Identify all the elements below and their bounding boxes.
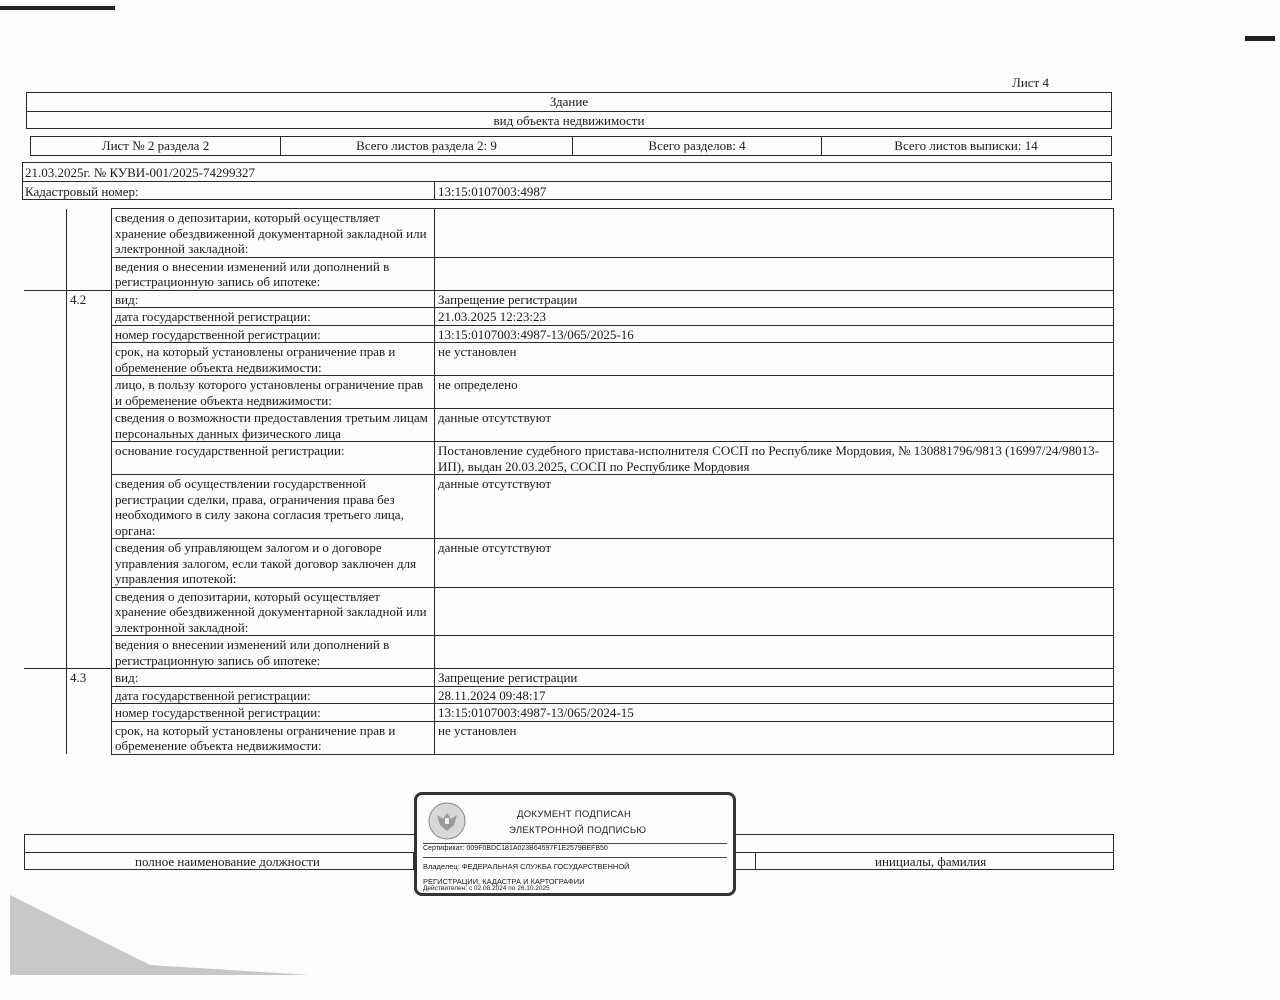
table-row: [24, 475, 1114, 539]
row-number: [67, 587, 112, 636]
row-label: срок, на который установлены ограничение прав и обременение объекта недвижимости:: [112, 343, 435, 376]
page-fold-shadow: [10, 895, 310, 975]
e-signature-stamp: [414, 792, 736, 896]
row-number: [67, 257, 112, 290]
row-value: Запрещение регистрации: [435, 669, 1114, 687]
name-caption: инициалы, фамилия: [875, 854, 987, 869]
row-margin: [24, 343, 67, 376]
row-value: 13:15:0107003:4987-13/065/2025-16: [435, 325, 1114, 343]
total-sheets-extract: Всего листов выписки: 14: [894, 138, 1038, 153]
row-margin: [24, 308, 67, 326]
row-margin: [24, 721, 67, 754]
row-number: [67, 409, 112, 442]
table-row: [24, 669, 1114, 687]
row-number: [67, 475, 112, 539]
table-row: [24, 308, 1114, 326]
row-number: [67, 539, 112, 588]
row-value: Запрещение регистрации: [435, 290, 1114, 308]
sheet-number: Лист 4: [1012, 75, 1049, 90]
row-margin: [24, 257, 67, 290]
sheet-meta-row: [30, 136, 1112, 156]
row-value: 13:15:0107003:4987-13/065/2024-15: [435, 704, 1114, 722]
table-row: [24, 587, 1114, 636]
stamp-line2: ЭЛЕКТРОННОЙ ПОДПИСЬЮ: [509, 825, 647, 836]
row-margin: [24, 442, 67, 475]
row-margin: [24, 669, 67, 687]
total-sections: Всего разделов: 4: [573, 137, 822, 155]
row-number: [67, 209, 112, 258]
row-number: 4.3: [67, 669, 112, 687]
row-label: ведения о внесении изменений или дополнений в регистрационную запись об ипотеке:: [112, 636, 435, 669]
table-row: [24, 376, 1114, 409]
row-label: сведения о депозитарии, который осуществляет хранение обездвиженной документарной закладной или электронной закладной:: [112, 587, 435, 636]
scan-mark-top: [0, 6, 115, 10]
row-number: [67, 704, 112, 722]
row-value: не установлен: [435, 343, 1114, 376]
row-value: не установлен: [435, 721, 1114, 754]
record-header: [22, 162, 1112, 200]
row-value: 21.03.2025 12:23:23: [435, 308, 1114, 326]
row-value: Постановление судебного пристава-исполнителя СОСП по Республике Мордовия, № 130881796/9813 (16997/24/98013-ИП), выдан 20.03.2025, СОСП по Республике Мордовия: [435, 442, 1114, 475]
object-type-header: [26, 92, 1112, 129]
row-margin: [24, 376, 67, 409]
table-row: [24, 325, 1114, 343]
row-margin: [24, 325, 67, 343]
stamp-valid: Действителен: с 02.08.2024 по 26.10.2025: [423, 885, 550, 892]
stamp-certificate: Сертификат: 009F0BDC181A023B64597F1E2579BEFB50: [423, 845, 608, 852]
record-reference: 21.03.2025г. № КУВИ-001/2025-74299327: [25, 165, 255, 180]
table-row: [24, 686, 1114, 704]
row-value: не определено: [435, 376, 1114, 409]
row-label: сведения об управляющем залогом и о договоре управления залогом, если такой договор заключен для управления ипотекой:: [112, 539, 435, 588]
table-row: [24, 209, 1114, 258]
row-margin: [24, 636, 67, 669]
row-margin: [24, 539, 67, 588]
row-label: срок, на который установлены ограничение прав и обременение объекта недвижимости:: [112, 721, 435, 754]
stamp-owner: Владелец: ФЕДЕРАЛЬНАЯ СЛУЖБА ГОСУДАРСТВЕННОЙ РЕГИСТРАЦИИ, КАДАСТРА И КАРТОГРАФИИ: [423, 862, 630, 886]
table-row: [24, 409, 1114, 442]
row-margin: [24, 686, 67, 704]
row-value: [435, 636, 1114, 669]
row-margin: [24, 409, 67, 442]
object-type-value: Здание: [549, 94, 589, 109]
table-row: [24, 539, 1114, 588]
row-margin: [24, 209, 67, 258]
row-label: вид:: [112, 290, 435, 308]
table-row: [24, 721, 1114, 754]
scan-mark-right: [1245, 36, 1275, 41]
cadastral-value: 13:15:0107003:4987: [438, 184, 547, 199]
row-number: 4.2: [67, 290, 112, 308]
row-label: сведения о депозитарии, который осуществляет хранение обездвиженной документарной закладной или электронной закладной:: [112, 209, 435, 258]
row-label: номер государственной регистрации:: [112, 704, 435, 722]
row-value: [435, 209, 1114, 258]
table-row: [24, 257, 1114, 290]
table-row: [24, 442, 1114, 475]
row-value: [435, 257, 1114, 290]
row-value: 28.11.2024 09:48:17: [435, 686, 1114, 704]
table-row: [24, 343, 1114, 376]
row-value: данные отсутствуют: [435, 475, 1114, 539]
encumbrance-table: [24, 208, 1114, 755]
row-number: [67, 636, 112, 669]
object-type-caption: вид объекта недвижимости: [493, 113, 645, 128]
row-number: [67, 308, 112, 326]
row-value: данные отсутствуют: [435, 409, 1114, 442]
total-sheets-section: Всего листов раздела 2: 9: [281, 137, 573, 155]
row-label: дата государственной регистрации:: [112, 686, 435, 704]
row-margin: [24, 290, 67, 308]
row-label: лицо, в пользу которого установлены ограничение прав и обременение объекта недвижимости:: [112, 376, 435, 409]
double-headed-eagle-icon: [427, 801, 467, 841]
row-number: [67, 686, 112, 704]
row-label: номер государственной регистрации:: [112, 325, 435, 343]
row-label: дата государственной регистрации:: [112, 308, 435, 326]
table-row: [24, 704, 1114, 722]
row-label: сведения о возможности предоставления третьим лицам персональных данных физического лица: [112, 409, 435, 442]
row-label: ведения о внесении изменений или дополнений в регистрационную запись об ипотеке:: [112, 257, 435, 290]
row-number: [67, 343, 112, 376]
table-row: [24, 290, 1114, 308]
sheet-of-section: Лист № 2 раздела 2: [31, 137, 281, 155]
stamp-line1: ДОКУМЕНТ ПОДПИСАН: [517, 809, 632, 820]
row-value: данные отсутствуют: [435, 539, 1114, 588]
table-row: [24, 636, 1114, 669]
row-number: [67, 721, 112, 754]
row-label: основание государственной регистрации:: [112, 442, 435, 475]
cadastral-label: Кадастровый номер:: [25, 184, 139, 199]
row-label: сведения об осуществлении государственной регистрации сделки, права, ограничения права без необходимого в силу закона согласия третьего лица, органа:: [112, 475, 435, 539]
row-number: [67, 442, 112, 475]
row-label: вид:: [112, 669, 435, 687]
row-number: [67, 376, 112, 409]
position-caption: полное наименование должности: [135, 854, 320, 869]
row-number: [67, 325, 112, 343]
row-margin: [24, 475, 67, 539]
row-value: [435, 587, 1114, 636]
row-margin: [24, 704, 67, 722]
row-margin: [24, 587, 67, 636]
